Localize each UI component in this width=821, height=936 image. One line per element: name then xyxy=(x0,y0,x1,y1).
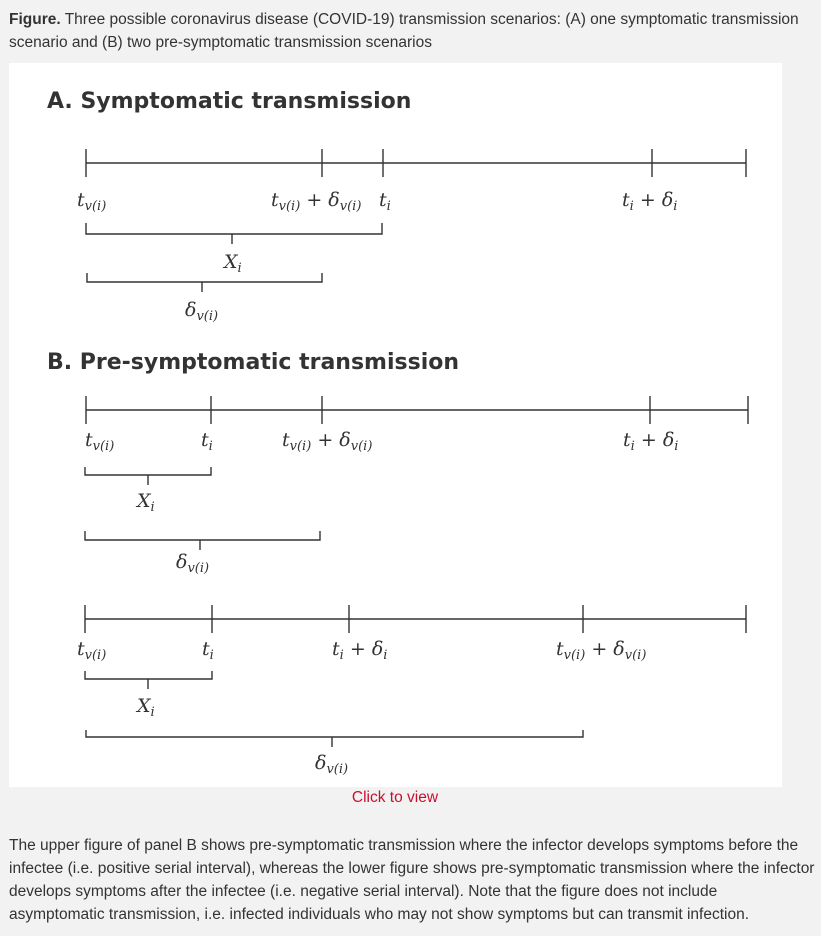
label-b1-xi: $X_i$ xyxy=(137,490,155,515)
label-b1-ti: $t_i$ xyxy=(201,429,213,454)
label-b2-tvi-plus-delta: $t_{v(i)} + \delta_{v(i)}$ xyxy=(556,638,647,663)
brace-b2-xi xyxy=(85,671,212,689)
label-b1-ti-plus-delta: $t_i + \delta_i$ xyxy=(623,429,679,454)
label-a-ti: $t_i$ xyxy=(379,189,391,214)
click-to-view-link[interactable]: Click to view xyxy=(351,789,439,806)
figure-caption xyxy=(9,8,809,54)
label-a-ti-plus-delta: $t_i + \delta_i$ xyxy=(622,189,678,214)
label-b2-tvi: $t_{v(i)}$ xyxy=(77,638,107,663)
label-b1-tvi: $t_{v(i)}$ xyxy=(85,429,115,454)
panel-b-title: B. Pre-symptomatic transmission xyxy=(47,350,460,375)
figure-description: The upper figure of panel B shows pre-symptomatic transmission where the infector develops symptoms before the infectee (i.e. positive serial interval), whereas the lower figure shows pre-symptomatic transmission where the infector develops symptoms after the infectee (i.e. negative serial interval). Note that the figure does not include asymptomatic transmission, i.e. infected individuals who may not show symptoms but can transmit infection. xyxy=(9,837,815,923)
label-b2-ti: $t_i$ xyxy=(202,638,214,663)
panel-a-title: A. Symptomatic transmission xyxy=(47,89,412,114)
timeline-a xyxy=(86,149,746,177)
figure-label: Figure. xyxy=(9,11,61,28)
label-b2-delta-vi: $\delta_{v(i)}$ xyxy=(315,752,349,777)
label-a-xi: $X_i$ xyxy=(224,251,242,276)
brace-b1-delta-vi xyxy=(85,531,320,550)
figure-image[interactable] xyxy=(9,63,782,787)
timeline-b2 xyxy=(85,605,746,633)
brace-a-xi xyxy=(86,223,382,244)
figure-caption-text: Three possible coronavirus disease (COVID-19) transmission scenarios: (A) one symptomatic transmission scenario and (B) two pre-symptomatic transmission scenarios xyxy=(9,11,799,51)
label-a-delta-vi: $\delta_{v(i)}$ xyxy=(185,299,219,324)
brace-b1-xi xyxy=(85,467,211,485)
label-b1-tvi-plus-delta: $t_{v(i)} + \delta_{v(i)}$ xyxy=(282,429,373,454)
label-a-tvi-plus-delta: $t_{v(i)} + \delta_{v(i)}$ xyxy=(271,189,362,214)
label-a-tvi: $t_{v(i)}$ xyxy=(77,189,107,214)
label-b2-xi: $X_i$ xyxy=(137,695,155,720)
timeline-b1 xyxy=(86,396,748,424)
label-b1-delta-vi: $\delta_{v(i)}$ xyxy=(176,551,210,576)
brace-a-delta-vi xyxy=(87,273,322,292)
label-b2-ti-plus-delta: $t_i + \delta_i$ xyxy=(332,638,388,663)
transmission-diagram xyxy=(9,63,782,787)
brace-b2-delta-vi xyxy=(86,730,583,747)
